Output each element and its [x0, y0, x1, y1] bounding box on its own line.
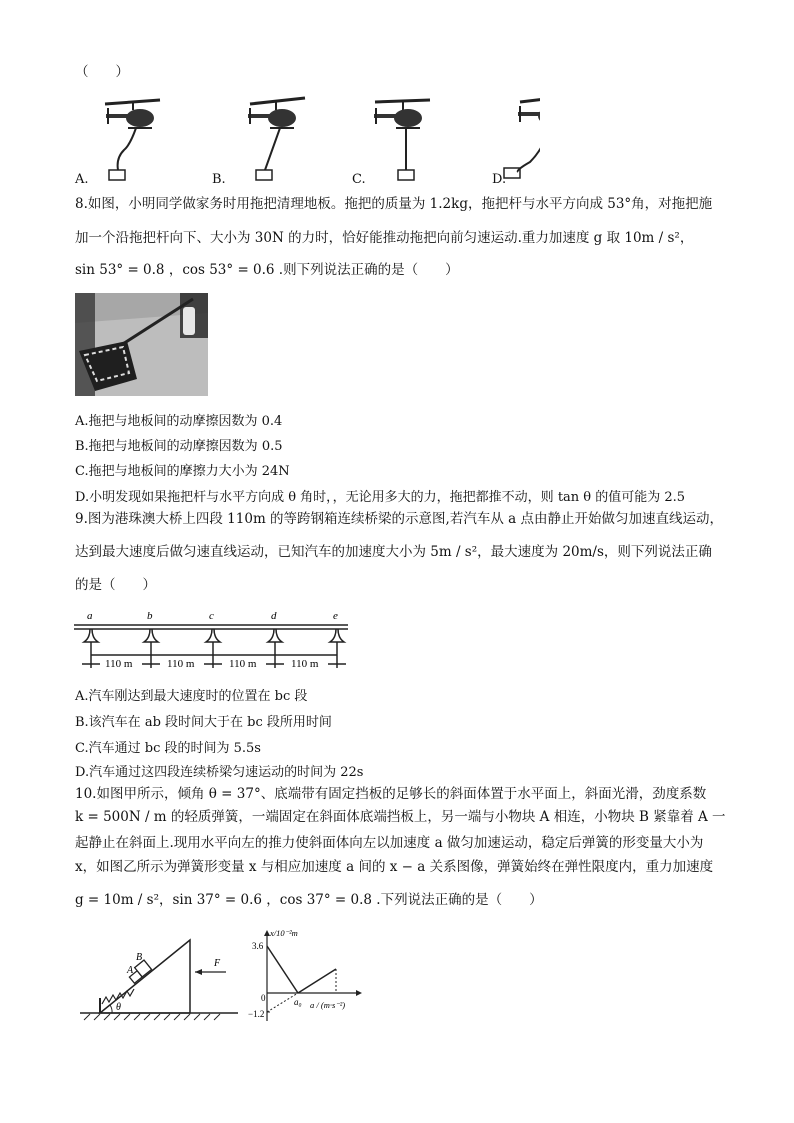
q10-x-a-graph [246, 926, 366, 1026]
helicopter-b [248, 98, 305, 180]
q8-option-a: A.拖把与地板间的动摩擦因数为 0.4 [75, 414, 283, 429]
bridge-point-c: c [209, 610, 214, 622]
graph-x-label: a / (m·s⁻²) [310, 1000, 346, 1010]
graph-y-bottom: −1.2 [248, 1009, 265, 1019]
bridge-point-b: b [147, 610, 153, 622]
graph-a0: a₀ [294, 997, 302, 1007]
span-label-4: 110 m [291, 658, 319, 670]
q9-option-d: D.汽车通过这四段连续桥梁匀速运动的时间为 22s [75, 765, 364, 780]
q8-stem-line3: sin 53° = 0.8 ，cos 53° = 0.6 .则下列说法正确的是（ ） [75, 262, 459, 278]
q7-bracket: （ ） [75, 64, 129, 80]
q7-option-d: D. [492, 172, 507, 187]
label-a: A [127, 965, 134, 976]
q8-option-d: D.小明发现如果拖把杆与水平方向成 θ 角时，，无论用多大的力，拖把都推不动，则 tan θ 的值可能为 2.5 [75, 490, 686, 505]
span-label-1: 110 m [105, 658, 133, 670]
label-b: B [136, 952, 143, 963]
q10-stem-line3: 起静止在斜面上.现用水平向左的推力使斜面体向左以加速度 a 做匀加速运动，稳定后弹簧的形变量大小为 [75, 835, 704, 851]
q10-stem-line2: k = 500N / m 的轻质弹簧，一端固定在斜面体底端挡板上，另一端与小物块 A 相连，小物块 B 紧靠着 A 一 [75, 809, 726, 825]
q9-option-c: C.汽车通过 bc 段的时间为 5.5s [75, 741, 261, 756]
graph-y-label: x/10⁻²m [270, 928, 298, 938]
q10-stem-line5: g = 10m / s²，sin 37° = 0.6 ，cos 37° = 0.8 .下列说法正确的是（ ） [75, 892, 543, 908]
q10-stem-line4: x，如图乙所示为弹簧形变量 x 与相应加速度 a 间的 x − a 关系图像，弹簧始终在弹性限度内，重力加速度 [75, 859, 714, 875]
helicopter-c [374, 100, 430, 180]
label-theta: θ [116, 1002, 121, 1013]
span-label-2: 110 m [167, 658, 195, 670]
q9-option-b: B.该汽车在 ab 段时间大于在 bc 段所用时间 [75, 715, 332, 730]
q10-incline-figure [78, 930, 243, 1025]
helicopter-d [504, 96, 540, 178]
q7-option-a: A. [75, 172, 89, 187]
bridge-point-e: e [333, 610, 338, 622]
helicopter-a [105, 100, 160, 180]
q8-stem-line2: 加一个沿拖把杆向下、大小为 30N 的力时，恰好能推动拖把向前匀速运动.重力加速度 g 取 10m / s²， [75, 230, 694, 246]
q7-option-c: C. [352, 172, 366, 187]
q7-option-b: B. [212, 172, 226, 187]
q9-stem-line2: 达到最大速度后做匀速直线运动，已知汽车的加速度大小为 5m / s²，最大速度为 20m/s，则下列说法正确 [75, 544, 712, 560]
span-label-3: 110 m [229, 658, 257, 670]
label-f: F [214, 958, 221, 969]
bridge-point-d: d [271, 610, 277, 622]
q9-stem-line3: 的是（ ） [75, 577, 156, 593]
bridge-point-a: a [87, 610, 93, 622]
q9-stem-line1: 9.图为港珠澳大桥上四段 110m 的等跨钢箱连续桥梁的示意图,若汽车从 a 点由静止开始做匀加速直线运动， [75, 511, 723, 527]
graph-y-top: 3.6 [252, 941, 264, 951]
q8-mop-photo [75, 293, 208, 396]
q8-stem-line1: 8.如图，小明同学做家务时用拖把清理地板。拖把的质量为 1.2kg，拖把杆与水平方向成 53°角，对拖把施 [75, 196, 713, 212]
q9-bridge-diagram [72, 608, 352, 672]
q8-option-b: B.拖把与地板间的动摩擦因数为 0.5 [75, 439, 283, 454]
q7-helicopter-figures [70, 90, 540, 185]
graph-origin: 0 [261, 993, 266, 1003]
q8-option-c: C.拖把与地板间的摩擦力大小为 24N [75, 464, 290, 479]
q10-stem-line1: 10.如图甲所示，倾角 θ = 37°、底端带有固定挡板的足够长的斜面体置于水平面上，斜面光滑，劲度系数 [75, 786, 707, 802]
q9-option-a: A.汽车刚达到最大速度时的位置在 bc 段 [75, 689, 308, 704]
